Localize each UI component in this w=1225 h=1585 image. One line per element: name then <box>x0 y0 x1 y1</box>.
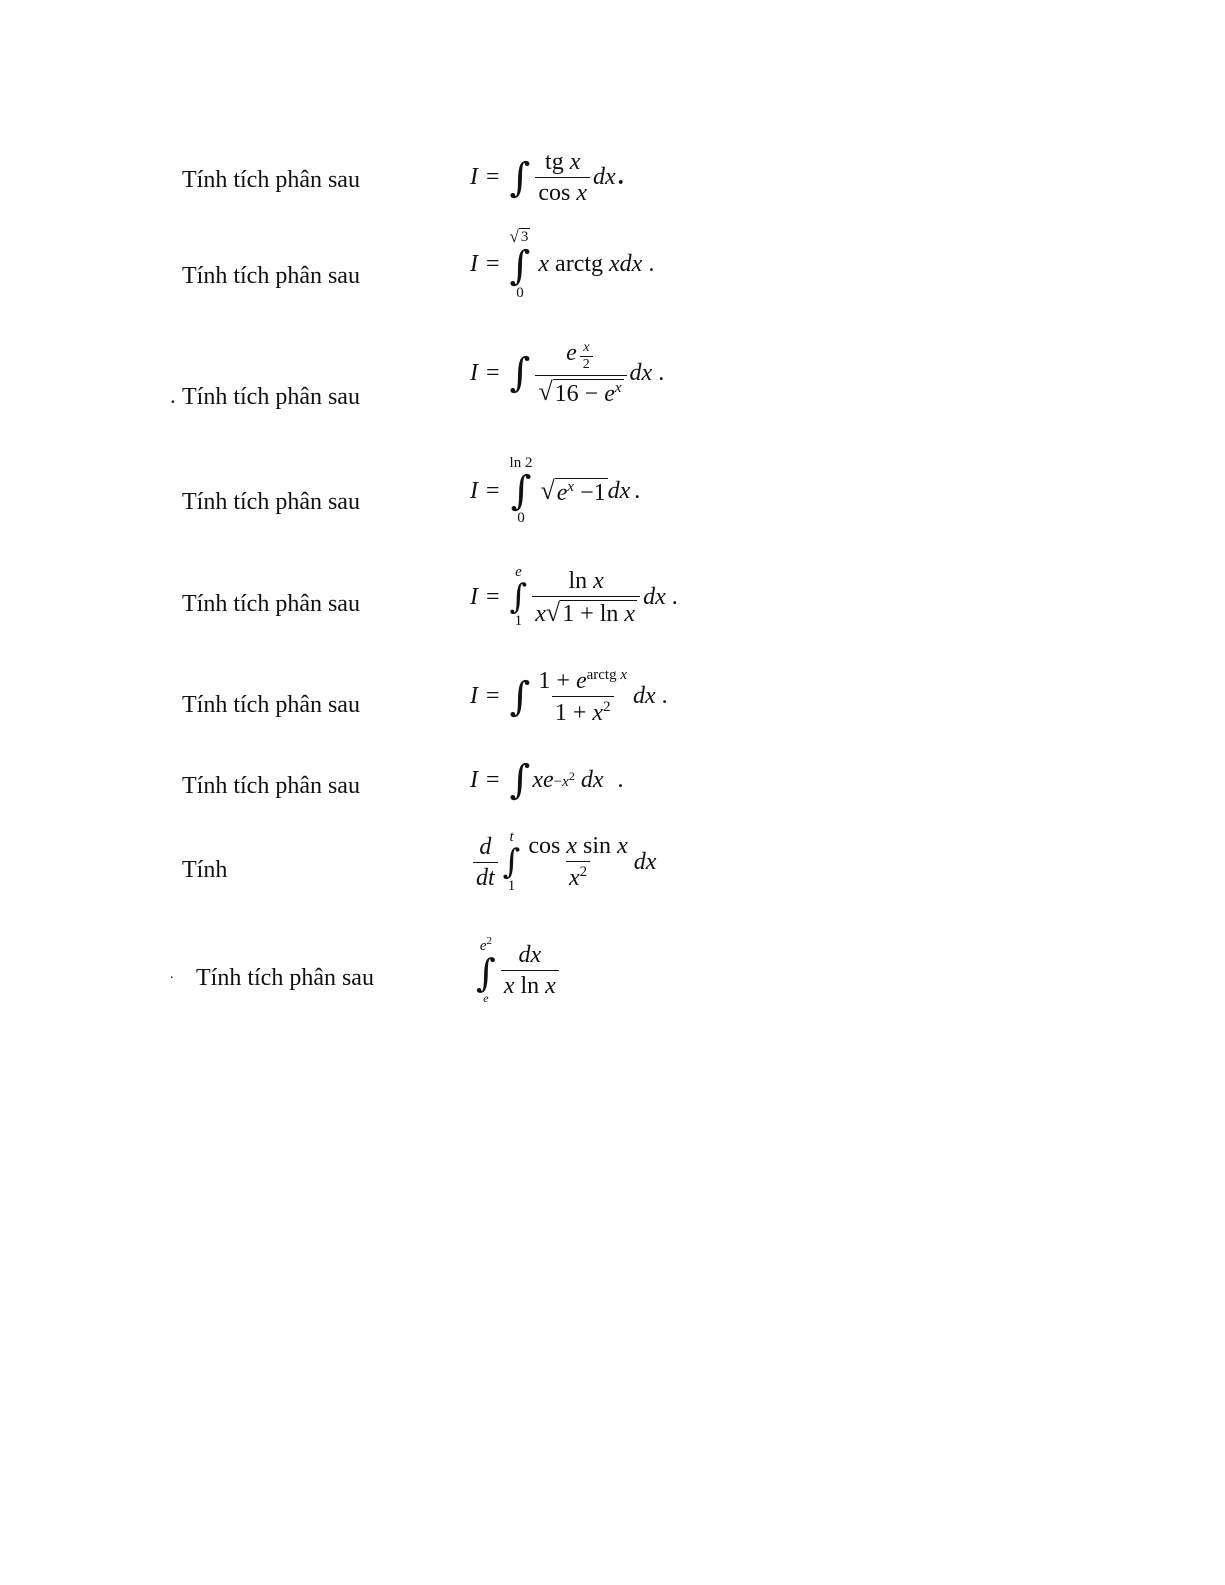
problem-row <box>0 335 1225 445</box>
integral-sign: $e^2$ ∫ e <box>476 935 496 1005</box>
problem-row <box>0 757 1225 815</box>
integral-formula: I = √ 3 ∫ 0 x arctg xdx . <box>470 227 655 301</box>
problem-row <box>0 565 1225 650</box>
problem-prompt: Tính tích phân sau <box>182 167 360 193</box>
problem-prompt: Tính <box>182 857 228 883</box>
integral-sign: t ∫ 1 <box>502 829 521 894</box>
fraction: $\frac{\text{tg x}}{\text{cos x}}$ <box>535 150 590 205</box>
problem-prompt: Tính tích phân sau <box>182 773 360 799</box>
integral-sign: √ 3 ∫ 0 <box>509 227 531 301</box>
integral-sign: ∫ <box>509 154 531 201</box>
problem-row <box>0 930 1225 1025</box>
problem-row <box>0 668 1225 743</box>
integral-formula: I = ∫ $\frac{1 + e^{arctg x}}{1 + x^2}$ dx . <box>470 667 668 726</box>
integral-sign: ∫ <box>509 757 531 803</box>
integral-formula: I = e ∫ 1 ln x x √ 1 + ln x dx . <box>470 564 678 629</box>
list-marker: . <box>170 383 176 408</box>
integral-formula: $\frac{d}{dt}$ t ∫ 1 $\frac{\text{cos x sin x}}{x^2}$ dx <box>470 830 656 894</box>
problem-row <box>0 150 1225 215</box>
fraction: $\frac{dx}{\text{x ln x}}$ <box>501 943 559 998</box>
problem-prompt: Tính tích phân sau <box>182 263 360 289</box>
integral-formula: I = ∫ $\frac{\text{tg x}}{\text{cos x}}$ dx . <box>470 149 624 206</box>
list-marker: . <box>170 967 174 982</box>
fraction: $\frac{1 + e^{arctg x}}{1 + x^2}$ <box>538 667 627 726</box>
derivative-operator: $\frac{d}{dt}$ <box>473 835 498 890</box>
problem-row <box>0 456 1225 548</box>
integral-sign: ∫ <box>509 673 531 720</box>
fraction: $\frac{\text{cos x sin x}}{x^2}$ <box>528 833 628 891</box>
problem-prompt: Tính tích phân sau <box>182 692 360 718</box>
integral-sign: ln 2 ∫ 0 <box>509 455 533 526</box>
fraction: ln x x √ 1 + ln x <box>532 569 640 626</box>
problem-row <box>0 830 1225 915</box>
problem-row <box>0 228 1225 320</box>
integral-formula: I = ln 2 ∫ 0 √ $e^x -1$ dx . <box>470 455 641 526</box>
problem-prompt: Tính tích phân sau <box>182 591 360 617</box>
fraction: e $^{\frac{x}{2}}$ √ $16 - e^x$ <box>535 340 626 406</box>
problem-prompt: Tính tích phân sau <box>182 489 360 515</box>
problem-prompt: Tính tích phân sau <box>196 965 374 991</box>
integral-sign: ∫ <box>509 350 531 396</box>
integral-formula: I = ∫ xe $-x^2$ dx . <box>470 757 624 803</box>
integral-formula <box>474 930 562 1004</box>
integral-sign: e ∫ 1 <box>509 564 528 629</box>
problem-prompt: Tính tích phân sau <box>182 384 360 410</box>
integral-formula: I = ∫ e $^{\frac{x}{2}}$ √ $16 - e^x$ dx . <box>470 340 665 407</box>
